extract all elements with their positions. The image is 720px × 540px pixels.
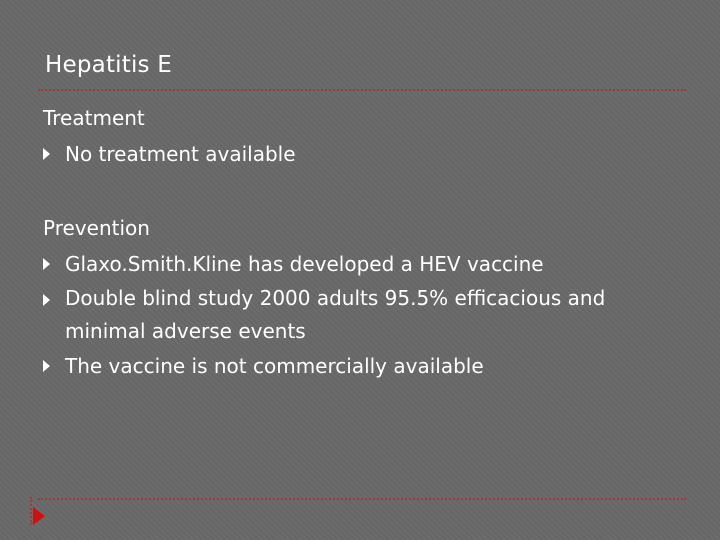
bullet-text: No treatment available: [65, 142, 296, 166]
section-spacer: [43, 172, 683, 210]
triangle-bullet-icon: [43, 360, 50, 372]
bullet-item: [43, 348, 683, 384]
play-triangle-icon: [33, 507, 45, 525]
triangle-bullet-icon: [43, 258, 50, 270]
bullet-text: The vaccine is not commercially available: [65, 354, 484, 378]
section-heading-prevention: Prevention: [43, 216, 150, 240]
bullet-text: Glaxo.Smith.Kline has developed a HEV vaccine: [65, 252, 544, 276]
title-divider: [38, 89, 686, 91]
footer-bracket: [30, 497, 32, 525]
slide-title: Hepatitis E: [45, 52, 172, 78]
bullet-text: Double blind study 2000 adults 95.5% efficacious and minimal adverse events: [65, 286, 606, 343]
bullet-item: [43, 136, 683, 172]
slide-body: [43, 100, 683, 384]
bullet-item: [43, 282, 683, 348]
section-heading-treatment: Treatment: [43, 106, 145, 130]
triangle-bullet-icon: [43, 294, 50, 306]
bullet-item: [43, 246, 683, 282]
footer-divider: [38, 498, 686, 500]
triangle-bullet-icon: [43, 148, 50, 160]
